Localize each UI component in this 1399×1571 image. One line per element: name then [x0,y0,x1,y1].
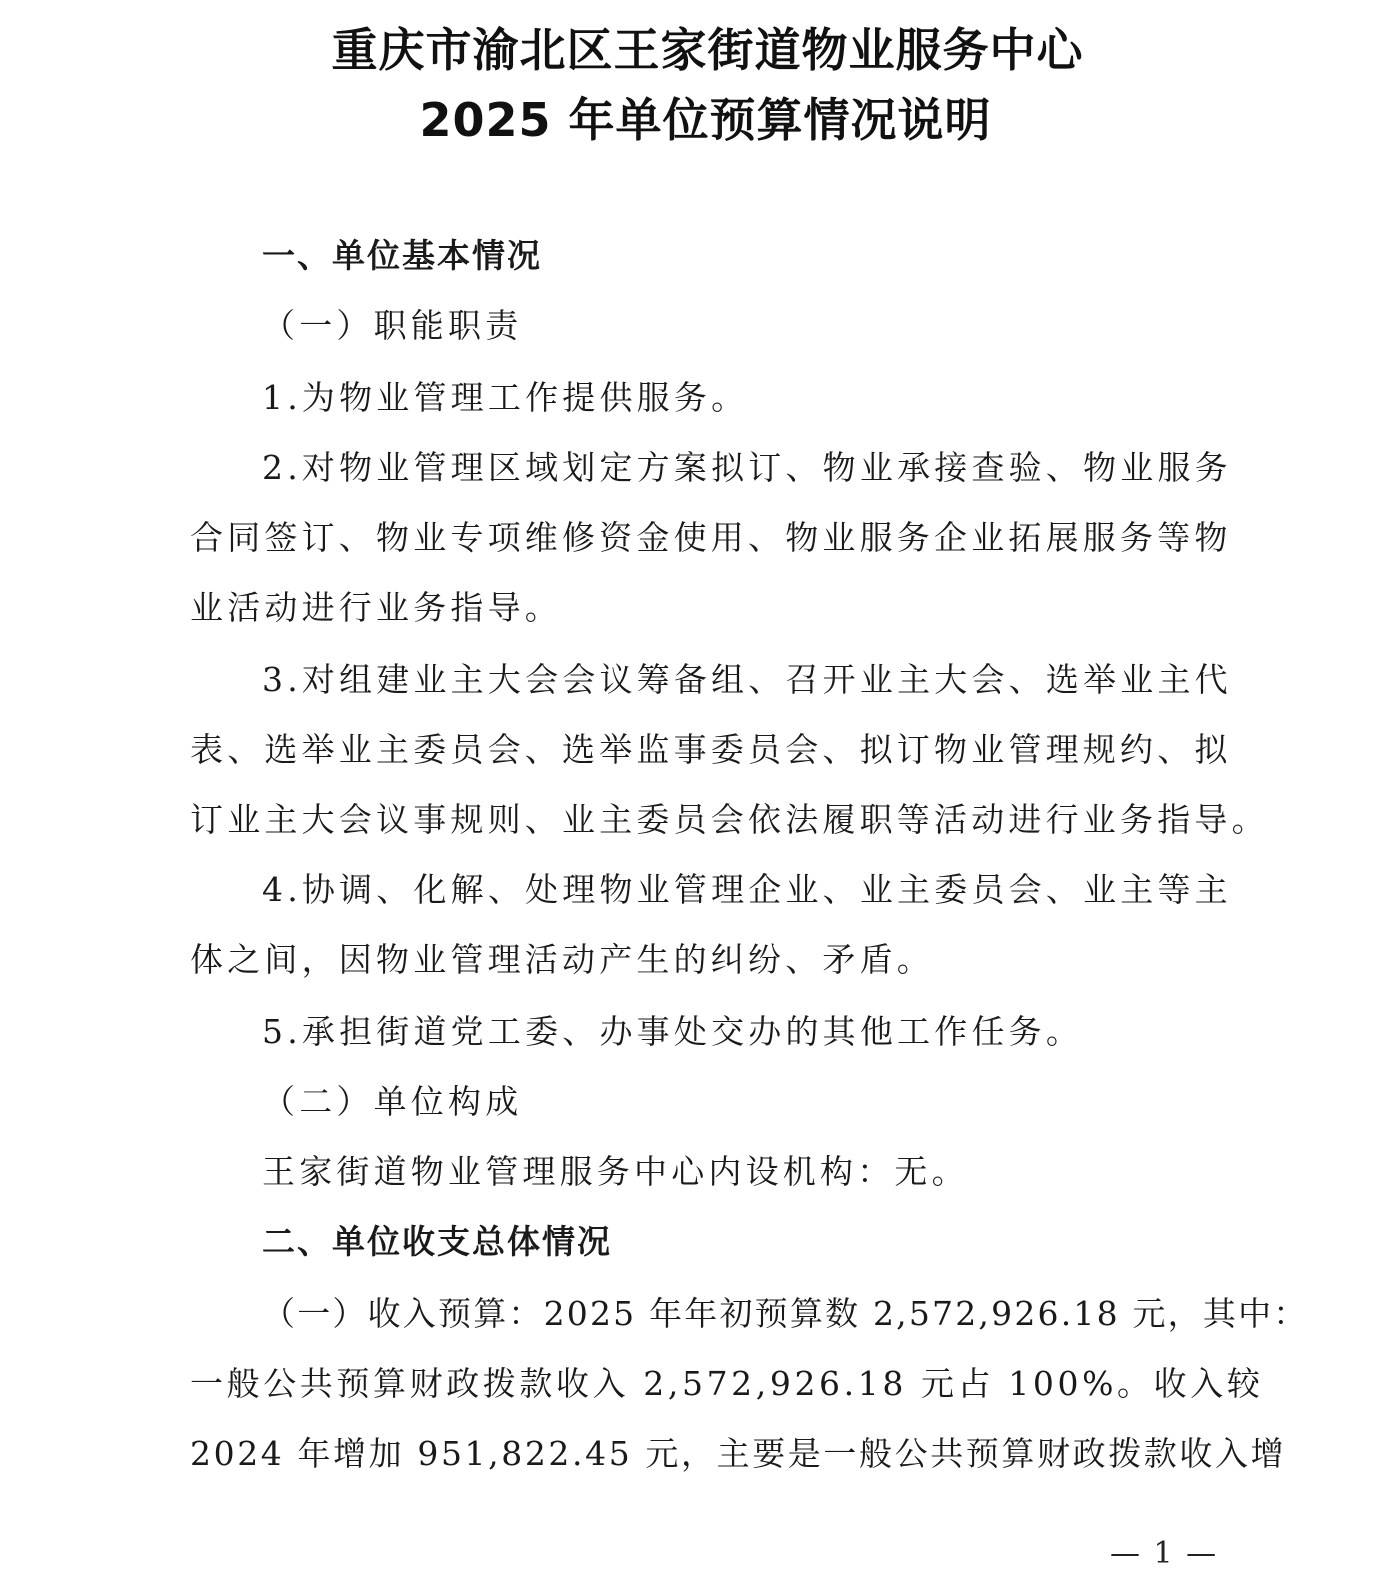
duty-item-2-line-2: 合同签订、物业专项维修资金使用、物业服务企业拓展服务等物 [190,518,1232,557]
duty-item-4-line-1: 4.协调、化解、处理物业管理企业、业主委员会、业主等主 [262,870,1232,909]
duty-item-2-line-1: 2.对物业管理区域划定方案拟订、物业承接查验、物业服务 [262,448,1232,487]
duty-item-3-line-2: 表、选举业主委员会、选举监事委员会、拟订物业管理规约、拟 [190,730,1232,769]
duty-item-3-line-1: 3.对组建业主大会会议筹备组、召开业主大会、选举业主代 [262,660,1232,699]
page-number: — 1 — [1110,1536,1219,1571]
duty-item-1: 1.为物业管理工作提供服务。 [262,378,749,417]
organization-text: 王家街道物业管理服务中心内设机构：无。 [262,1152,969,1191]
duty-item-5: 5.承担街道党工委、办事处交办的其他工作任务。 [262,1012,1084,1051]
income-budget-line-2: 一般公共预算财政拨款收入 2,572,926.18 元占 100%。收入较 [190,1364,1264,1403]
subsection-heading-2: （二）单位构成 [262,1082,523,1121]
income-budget-line-1: （一）收入预算：2025 年年初预算数 2,572,926.18 元，其中： [262,1294,1309,1333]
duty-item-2-line-3: 业活动进行业务指导。 [190,588,562,627]
duty-item-3-line-3: 订业主大会议事规则、业主委员会依法履职等活动进行业务指导。 [190,800,1269,839]
income-budget-line-3: 2024 年增加 951,822.45 元，主要是一般公共预算财政拨款收入增 [190,1434,1287,1473]
document-title-line-1: 重庆市渝北区王家街道物业服务中心 [331,23,1084,77]
document-title-line-2: 2025 年单位预算情况说明 [419,93,992,147]
duty-item-4-line-2: 体之间，因物业管理活动产生的纠纷、矛盾。 [190,940,934,979]
subsection-heading-1: （一）职能职责 [262,306,523,345]
section-heading-2: 二、单位收支总体情况 [262,1222,612,1261]
section-heading-1: 一、单位基本情况 [262,236,542,275]
